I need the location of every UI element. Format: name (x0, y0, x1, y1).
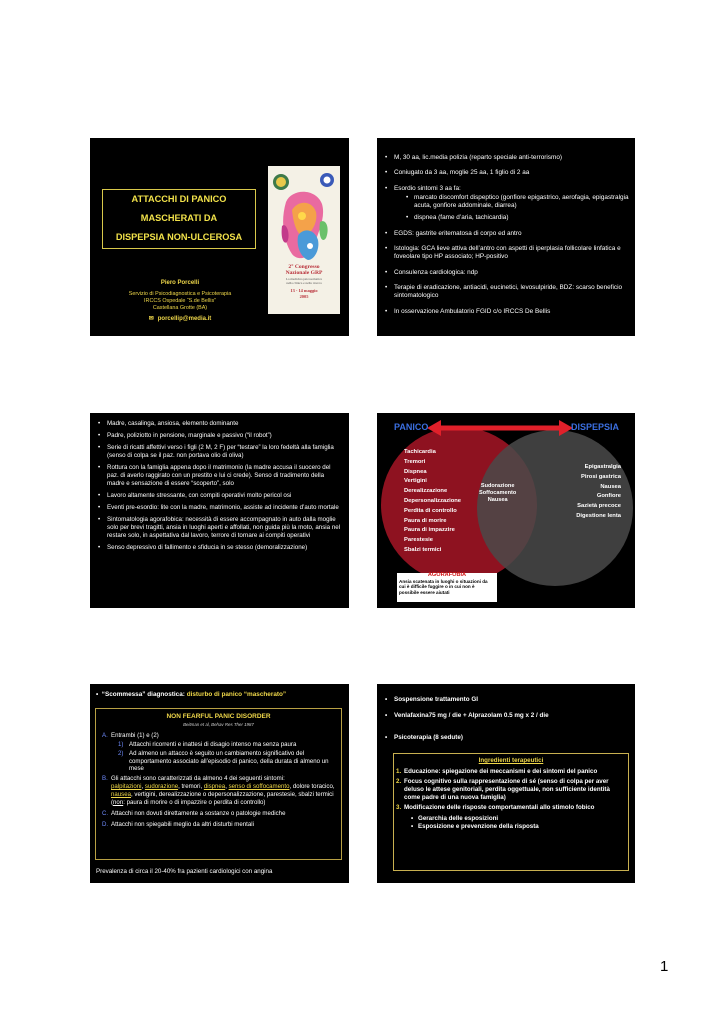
criterion-a (96, 732, 341, 740)
criterion-text: Entrambi (1) e (2) (111, 731, 159, 739)
affiliation-line-1: Servizio di Psicodiagnostica e Psicoterapia (128, 291, 232, 297)
sub-item: • Gerarchia delle esposizioni (394, 815, 628, 823)
symptom-item: Depersonalizzazione (404, 497, 462, 504)
sub-bullet-list (394, 194, 631, 223)
ingredient-item (394, 768, 628, 776)
item-number: 2. (396, 778, 402, 786)
slide-title (90, 138, 349, 336)
symptom-item: Tremori (404, 458, 426, 465)
list-item: • In osservazione Ambulatorio FGID c/o IRCCS De Bellis (383, 308, 631, 316)
panico-label: PANICO (394, 422, 429, 432)
criterion-a2 (96, 750, 341, 774)
ingredient-item (394, 804, 628, 812)
slide-diagnosis (90, 684, 349, 883)
symptom-item: Pirosi gastrica (581, 473, 621, 480)
criteria-reference: Beitman et al, Behav Res Ther 1987 (183, 721, 254, 727)
symptom-item: Derealizzazione (404, 488, 448, 495)
affiliation-line-3: Castellana Grotte (BA) (152, 305, 208, 311)
poster-line-2: Nazionale GRP (285, 270, 323, 277)
list-item: • Rottura con la famiglia appena dopo il matrimonio (la madre accusa il suocero del paz. di averlo raggirato con un prestito e lui ci crede). Senso di tradimento della madre e sensazione di essere “scoperto”, solo (96, 464, 342, 488)
list-item: • Sospensione trattamento GI (383, 696, 629, 704)
criterion-d (96, 821, 341, 829)
shared-symptom-list (479, 483, 516, 504)
symptom-item: Gonfiore (596, 493, 621, 500)
item-text: Focus cognitivo sulla rappresentazione di sé (senso di colpa per aver deluso le attese genitoriali, perdita oggettuale, non sufficiente identità come padre di una nuova famiglia) (404, 778, 610, 802)
family-bullet-list (96, 420, 342, 556)
symptom-non: non (113, 799, 124, 807)
item-number: 1. (396, 768, 402, 776)
poster-line-1: 2° Congresso (288, 264, 320, 270)
list-item: • Venlafaxina75 mg / die + Alprazolam 0.5 mg x 2 / die (383, 712, 629, 720)
ingredient-item (394, 778, 628, 802)
symptom-item: Vertigini (404, 478, 427, 485)
author-name: Piero Porcelli (160, 280, 200, 286)
list-item: • Sintomatologia agorafobica: necessità di essere accompagnato in auto dalla moglie solo per brevi tragitti, ansia in luoghi aperti e affollati, non guida più la moto, ansia nel restare solo, in aspettativa dal lavoro, terrore di tornare ai compiti operativi (96, 516, 342, 540)
bullet: • (96, 691, 102, 698)
list-item: • M, 30 aa, lic.media polizia (reparto speciale anti-terrorismo) (383, 154, 631, 162)
ingredients-title: Ingredienti terapeutici (478, 757, 544, 764)
criteria-box (95, 708, 342, 860)
email-address[interactable]: porcellip@media.it (157, 316, 212, 322)
title-line-3: DISPEPSIA NON-ULCEROSA (115, 232, 243, 242)
prevalence-note: Prevalenza di circa il 20-40% fra pazienti cardiologici con angina (96, 868, 273, 875)
list-item: • Consulenza cardiologica: ndp (383, 269, 631, 277)
criterion-text: Ad almeno un attacco è seguito un cambiamento significativo del comportamento associato all’episodio di panico, della durata di almeno un mese (129, 749, 329, 773)
list-item: • Coniugato da 3 aa, moglie 25 aa, 1 figlio di 2 aa (383, 169, 631, 177)
title-line-1: ATTACCHI DI PANICO (131, 194, 227, 204)
criterion-key: C. (102, 809, 109, 817)
symptom-item: Parestesie (404, 537, 434, 544)
criterion-key: 2) (118, 749, 124, 757)
symptom-nausea: nausea (111, 791, 131, 799)
slide-family-history (90, 413, 349, 608)
symptom-item: Nausea (600, 483, 621, 490)
symptom-dispnea: dispnea (203, 783, 226, 791)
criterion-text: Gli attacchi sono caratterizzati da almeno 4 dei seguenti sintomi: (111, 775, 285, 783)
symptom-item: Sbalzi termici (404, 546, 442, 553)
symptom-item: Paura di morire (404, 517, 447, 524)
ingredients-box (393, 753, 629, 871)
poster-line-4: nella clinica e nella ricerca (286, 280, 322, 285)
list-item: • Padre, poliziotto in pensione, marginale e passivo (“il robot”) (96, 432, 342, 440)
list-item: • EGDS: gastrite eritematosa di corpo ed antro (383, 230, 631, 238)
list-item: • Psicoterapia (8 sedute) (383, 734, 629, 742)
affiliation-line-2: IRCCS Ospedale “S.de Bellis” (144, 298, 216, 304)
symptom-item: Perdita di controllo (404, 507, 457, 514)
list-item: • Eventi pre-esordio: lite con la madre, matrimonio, assiste ad incidente d’auto mortale (96, 504, 342, 512)
dispepsia-symptom-list (576, 463, 621, 522)
symptom-palpitazioni: palpitazioni (111, 783, 142, 791)
email-contact[interactable] (110, 315, 250, 322)
symptom-item: Tachicardia (404, 449, 436, 455)
criterion-key: D. (102, 820, 109, 828)
diagnosis-heading (96, 691, 286, 698)
sub-item: • Esposizione e prevenzione della risposta (394, 823, 628, 831)
item-text: Modificazione delle risposte comportamentali allo stimolo fobico (404, 804, 595, 812)
list-item: • Istologia: GCA lieve attiva dell’antro con aspetti di iperplasia follicolare linfatica e foveolare tipo HP associato; HP-positivo (383, 245, 631, 262)
agorafobia-text: Ansia scatenata in luoghi o situazioni da cui è difficile fuggire o in cui non è possibile essere aiutati (399, 578, 488, 595)
symptom-item: Sazietà precoce (577, 503, 621, 510)
list-item: • Madre, casalinga, ansiosa, elemento dominante (96, 420, 342, 428)
symptom-item: Sudorazione (480, 483, 515, 489)
title-line-2: MASCHERATI DA (140, 213, 218, 223)
dispepsia-label: DISPEPSIA (571, 422, 620, 432)
author-block (100, 280, 260, 312)
diagnosis-highlight: disturbo di panico “mascherato” (186, 691, 287, 698)
criteria-title: NON FEARFUL PANIC DISORDER (166, 713, 271, 720)
list-item: • Lavoro altamente stressante, con compiti operativi molto pericol osi (96, 492, 342, 500)
symptom-item: Dispnea (404, 468, 427, 475)
criterion-text: Attacchi non dovuti direttamente a sostanze o patologie mediche (111, 809, 286, 817)
list-item: • Terapie di eradicazione, antiacidi, eucinetici, levosulpiride, BDZ: scarso beneficio sintomatologico (383, 284, 631, 301)
congress-poster-image (268, 166, 340, 314)
symptom-tremori: tremori (181, 783, 201, 791)
symptom-soffocamento: senso di soffocamento (228, 783, 290, 791)
poster-line-6: 2005 (299, 293, 309, 299)
criterion-text: Attacchi non spiegabili meglio da altri disturbi mentali (111, 820, 254, 828)
criterion-key: A. (102, 731, 108, 739)
list-item (383, 185, 631, 223)
envelope-icon: ✉ (148, 316, 154, 322)
criterion-key: B. (102, 775, 108, 783)
list-item: • Senso depressivo di fallimento e sfiducia in se stesso (demoralizzazione) (96, 544, 342, 552)
item-text: Educazione: spiegazione dei meccanismi e dei sintomi del panico (404, 768, 598, 776)
symptom-item: Paura di impazzire (404, 527, 455, 534)
poster-line-3: La medicina psicosomatica (286, 276, 322, 281)
criterion-a1 (96, 741, 341, 749)
sub-list-item: • marcato discomfort dispeptico (gonfiore epigastrico, aerofagia, epigastralgia acuta, gonfiore addominale, diarrea) (406, 194, 631, 211)
criterion-key: 1) (118, 740, 124, 748)
title-box (102, 189, 256, 249)
symptom-rest-2: : paura di morire o di impazzire o perdita di controllo) (123, 799, 266, 807)
slide-venn-panico-dispepsia (377, 413, 635, 608)
treatment-bullet-list (383, 696, 629, 750)
symptom-item: Epigastralgia (584, 464, 621, 470)
agorafobia-box (397, 573, 497, 602)
panico-symptom-list (404, 448, 461, 556)
poster-line-5: 13 - 14 maggio (290, 287, 318, 293)
item-number: 3. (396, 804, 402, 812)
page-number: 1 (660, 958, 669, 975)
symptom-sudorazione: sudorazione (144, 783, 179, 791)
criterion-c (96, 810, 341, 818)
list-item: • Serie di ricatti affettivi verso i figli (2 M, 2 F) per “testare” la loro fedeltà alla famiglia (senso di colpa se il paz. non portava olio di oliva) (96, 444, 342, 460)
sub-list-item: • dispnea (fame d’aria, tachicardia) (406, 214, 631, 222)
symptom-item: Digestione lenta (576, 512, 621, 519)
list-item-text: Esordio sintomi 3 aa fa: (394, 184, 461, 192)
criterion-text: Attacchi ricorrenti e inattesi di disagio intenso ma senza paura (129, 740, 297, 748)
slide-treatment (377, 684, 635, 883)
symptom-item: Nausea (487, 497, 508, 503)
symptom-item: Soffocamento (479, 490, 517, 496)
symptom-dolore-toracico: dolore toracico (292, 783, 333, 791)
agorafobia-title: AGORAFOBIA (427, 572, 467, 578)
slide-case-history (377, 138, 635, 336)
case-bullet-list (383, 154, 631, 323)
symptom-rest: vertigini, derealizzazione o depersonalizzazione, parestesie, sbalzi termici (134, 791, 334, 799)
diagnosis-prefix: “Scommessa” diagnostica: (101, 691, 185, 698)
criterion-b: B. Gli attacchi sono caratterizzati da almeno 4 dei seguenti sintomi: palpitazioni, sudorazione, tremori, dispnea, senso di soffocamento, dolore toracico, nausea, vertigini, derealizzazione o depersonalizzazione, parestesie, sbalzi termici (non: paura di morire o di impazzire o perdita di controllo) (102, 775, 335, 807)
